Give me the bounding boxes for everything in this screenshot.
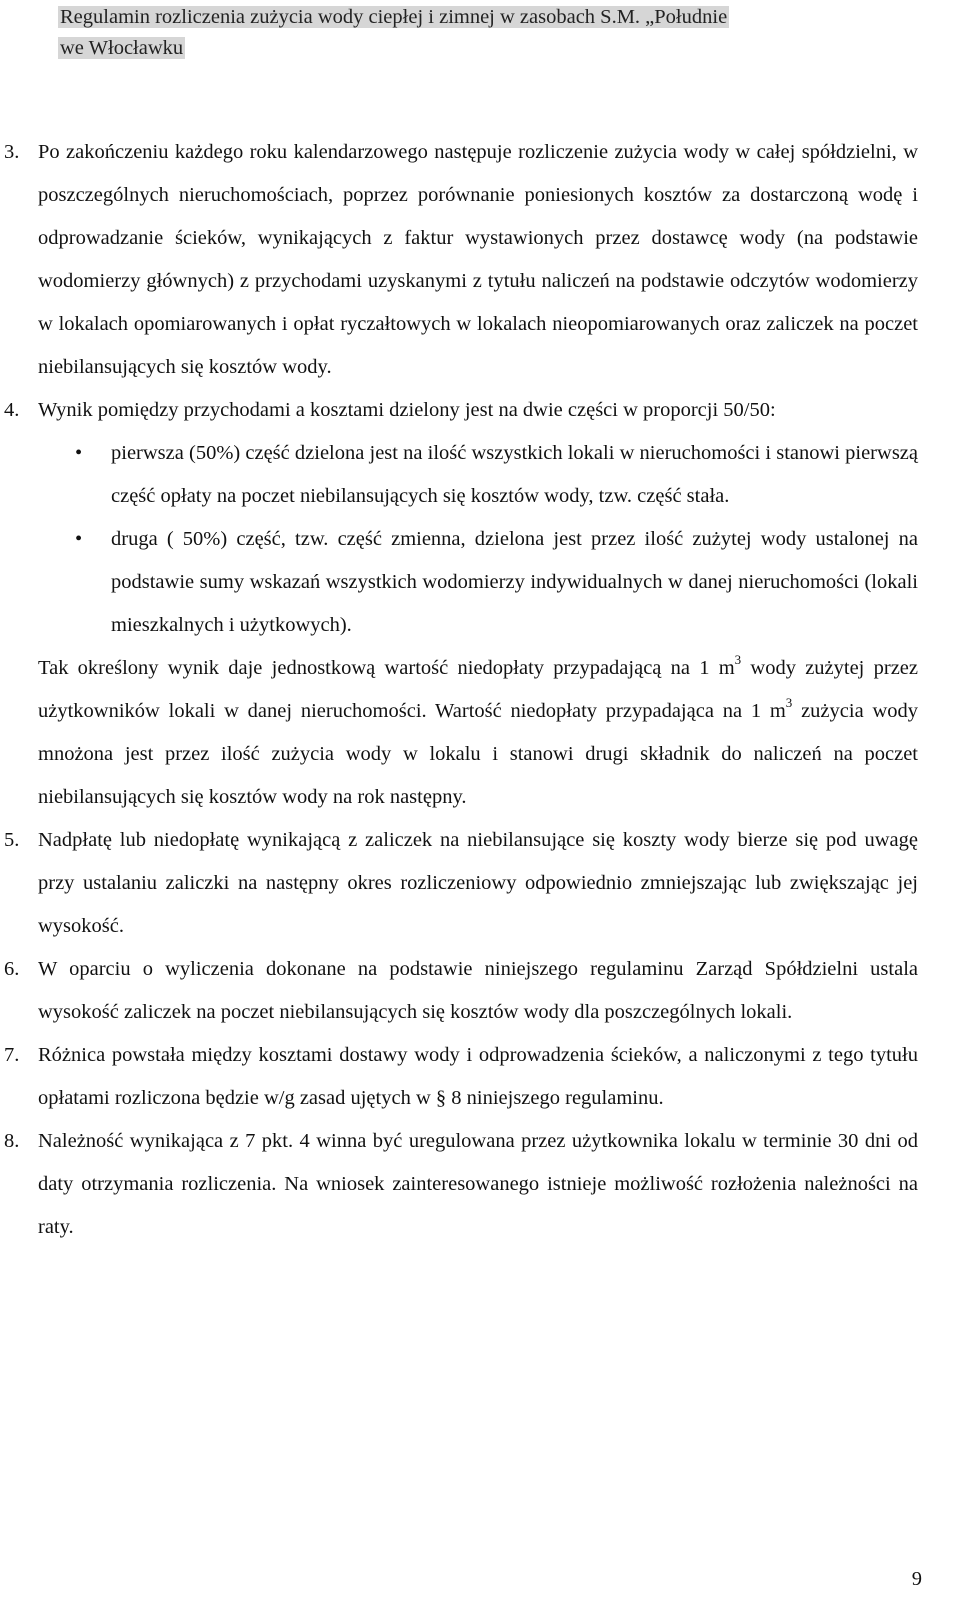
bullet-text: pierwsza (50%) część dzielona jest na ilość wszystkich lokali w nieruchomości i stanowi pierwszą część opłaty na poczet niebilansujących się kosztów wody, tzw. część stała. [111, 442, 918, 507]
document-body [0, 131, 960, 1249]
header-title-line2: we Włocławku [60, 37, 184, 59]
paragraph-unit-value [38, 647, 918, 819]
item-number: 4. [4, 399, 20, 421]
list-item-3 [4, 131, 918, 389]
item-number: 8. [4, 1130, 20, 1152]
bullet-item [73, 432, 918, 518]
item-text: Po zakończeniu każdego roku kalendarzowego następuje rozliczenie zużycia wody w całej spółdzielni, w poszczególnych nieruchomościach, poprzez porównanie poniesionych kosztów za dostarczoną wodę i odprowadzanie ścieków, wynikających z faktur wystawionych przez dostawcę wody (na podstawie wodomierzy głównych) z przychodami uzyskanymi z tytułu naliczeń na podstawie odczytów wodomierzy w lokalach opomiarowanych i opłat ryczałtowych w lokalach nieopomiarowanych oraz zaliczek na poczet niebilansujących się kosztów wody. [38, 141, 918, 378]
para-text-b: wody zużytej przez użytkowników lokali w danej nieruchomości. Wartość niedopłaty przypadająca na 1 m [38, 657, 918, 722]
bullet-dot: • [75, 528, 83, 550]
item-number: 5. [4, 829, 20, 851]
para-text-a: Tak określony wynik daje jednostkową wartość niedopłaty przypadającą na 1 m [38, 657, 735, 679]
list-item-4 [4, 389, 918, 432]
header-title-line1: Regulamin rozliczenia zużycia wody ciepłej i zimnej w zasobach S.M. „Południe [60, 6, 728, 28]
bullet-text: druga ( 50%) część, tzw. część zmienna, dzielona jest przez ilość zużytej wody ustalonej na podstawie sumy wskazań wszystkich wodomierzy indywidualnych w danej nieruchomości (lokali mieszkalnych i użytkowych). [111, 528, 918, 636]
item-text: W oparciu o wyliczenia dokonane na podstawie niniejszego regulaminu Zarząd Spółdzielni ustala wysokość zaliczek na poczet niebilansujących się kosztów wody dla poszczególnych lokali. [38, 958, 918, 1023]
bullet-item [73, 518, 918, 647]
superscript-cubic: 3 [785, 695, 793, 711]
item-number: 3. [4, 141, 20, 163]
bullet-dot: • [75, 442, 83, 464]
item-text: Należność wynikająca z 7 pkt. 4 winna być uregulowana przez użytkownika lokalu w terminie 30 dni od daty otrzymania rozliczenia. Na wniosek zainteresowanego istnieje możliwość rozłożenia należności na raty. [38, 1130, 918, 1238]
para-text-c: zużycia wody mnożona jest przez ilość zużycia wody w lokalu i stanowi drugi składnik do naliczeń na poczet niebilansujących się kosztów wody na rok następny. [38, 700, 918, 808]
item-text: Różnica powstała między kosztami dostawy wody i odprowadzenia ścieków, a naliczonymi z tego tytułu opłatami rozliczona będzie w/g zasad ujętych w § 8 niniejszego regulaminu. [38, 1044, 918, 1109]
list-item-5 [4, 819, 918, 948]
item-text: Nadpłatę lub niedopłatę wynikającą z zaliczek na niebilansujące się koszty wody bierze się pod uwagę przy ustalaniu zaliczki na następny okres rozliczeniowy odpowiednio zmniejszając lub zwiększając jej wysokość. [38, 829, 918, 937]
document-header [58, 2, 918, 64]
item-number: 7. [4, 1044, 20, 1066]
item-number: 6. [4, 958, 20, 980]
bullet-list [73, 432, 918, 647]
page-number: 9 [911, 1568, 922, 1590]
list-item-6 [4, 948, 918, 1034]
list-item-8 [4, 1120, 918, 1249]
list-item-7 [4, 1034, 918, 1120]
item-text: Wynik pomiędzy przychodami a kosztami dzielony jest na dwie części w proporcji 50/50: [38, 399, 776, 421]
superscript-cubic: 3 [734, 652, 742, 668]
